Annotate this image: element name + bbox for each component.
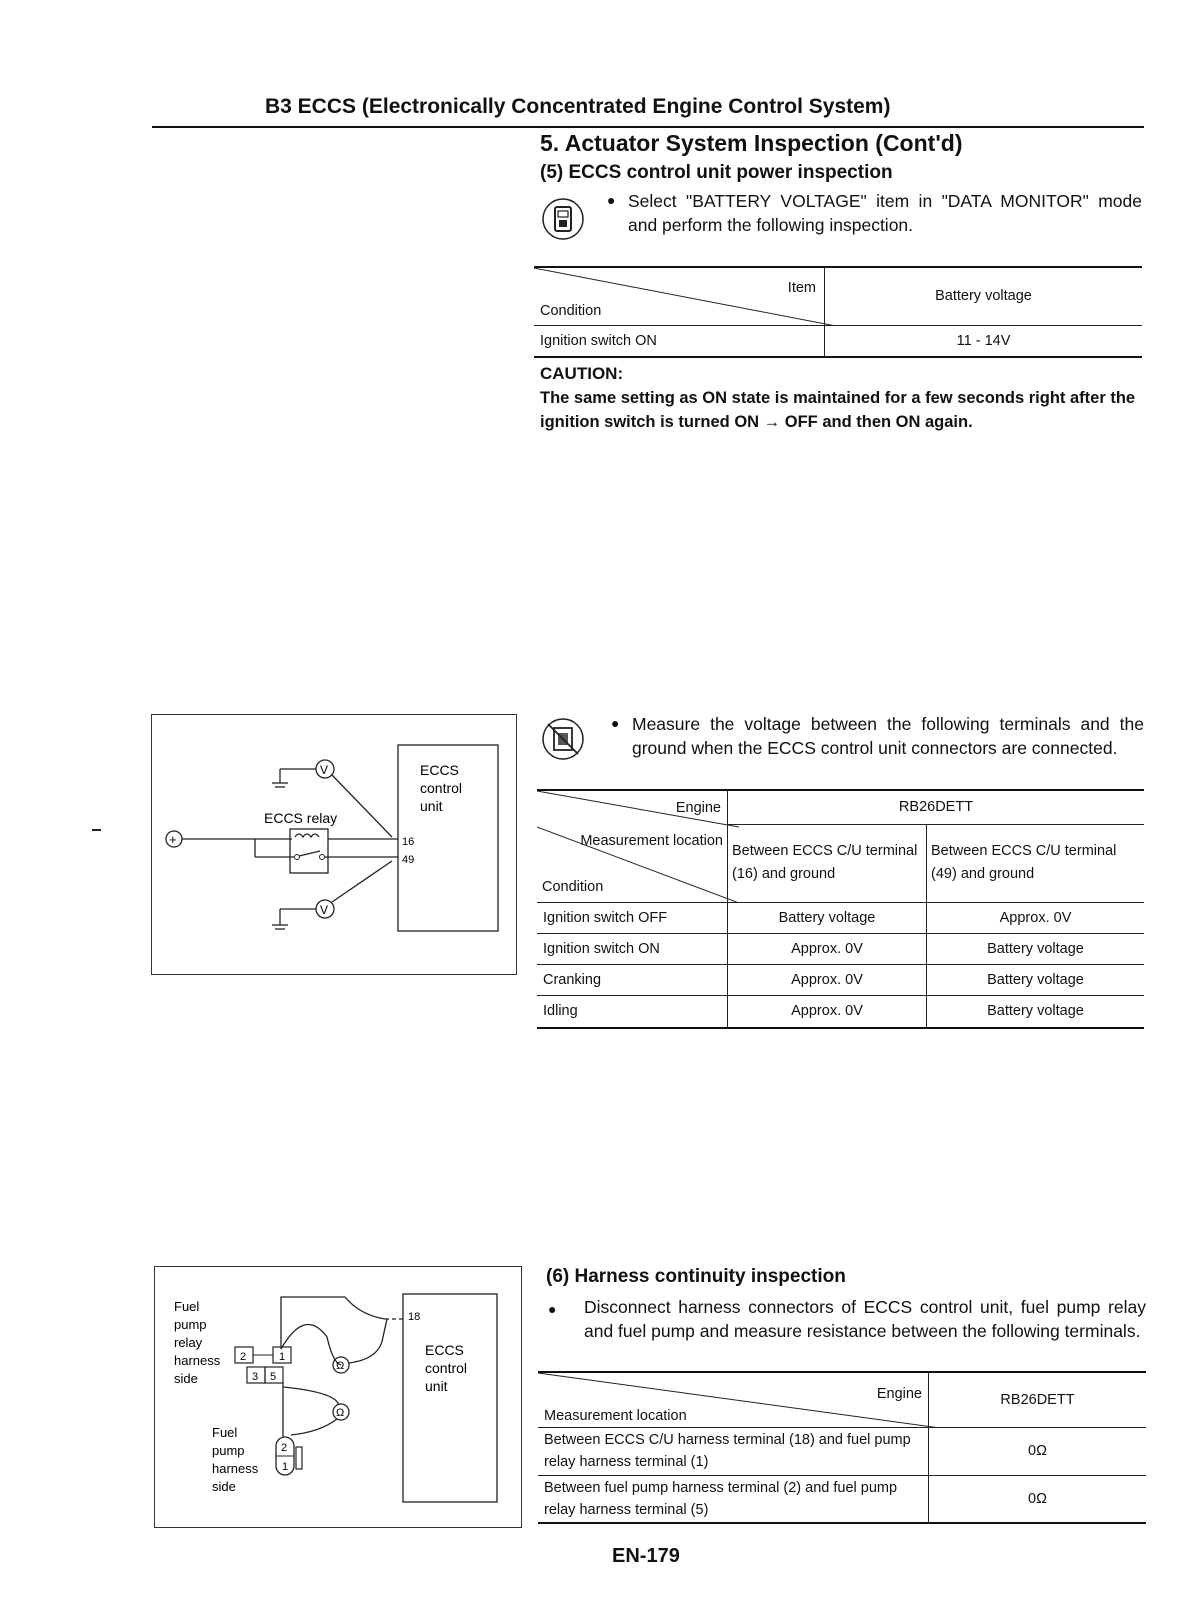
page-header-title: B3 ECCS (Electronically Concentrated Engine Control System): [265, 95, 891, 118]
meter-v-upper: V: [320, 763, 329, 777]
table3-engine-label: Engine: [876, 1386, 922, 1402]
fig2-relay-label-1: Fuel: [174, 1299, 200, 1314]
harness-continuity-table: [538, 1371, 1146, 1524]
caution-block: [540, 362, 1142, 434]
table2-row-condition: Idling: [537, 995, 728, 1028]
fig2-relay-label-3: relay: [174, 1335, 203, 1350]
table-row: [537, 933, 1144, 964]
plus-sign: +: [169, 832, 177, 847]
fig1-relay-label: ECCS relay: [264, 810, 338, 826]
table2-row-condition: Ignition switch OFF: [537, 902, 728, 933]
table2-header-diagonal-cell: [537, 790, 728, 902]
fig2-pump-label-2: pump: [212, 1443, 245, 1458]
pump-term-2: 2: [281, 1442, 288, 1454]
table2-condition-label: Condition: [542, 879, 604, 895]
table-row: [538, 1475, 1146, 1523]
subsection-5-title: (5) ECCS control unit power inspection: [540, 162, 893, 183]
subsection-6-title: (6) Harness continuity inspection: [546, 1266, 846, 1287]
table2-engine-label: Engine: [675, 800, 721, 816]
fig1-term-49: 49: [402, 854, 415, 866]
bullet-select-battery-voltage: Select "BATTERY VOLTAGE" item in "DATA MONITOR" mode and perform the following inspection.: [628, 191, 1142, 235]
table3-row-value: 0Ω: [929, 1427, 1147, 1475]
table2-row-condition: Ignition switch ON: [537, 933, 728, 964]
figure-eccs-relay-voltage: [151, 714, 517, 975]
fig2-relay-label-2: pump: [174, 1317, 207, 1332]
meter-ohm-lower: Ω: [336, 1407, 345, 1419]
header-rule: [152, 126, 1144, 128]
page-number: EN-179: [612, 1545, 680, 1567]
fig2-eccs-label-1: ECCS: [425, 1342, 464, 1358]
table1-row-condition: Ignition switch ON: [534, 325, 825, 357]
caution-heading: CAUTION:: [540, 364, 624, 383]
table2-col1-header: Between ECCS C/U terminal (16) and ground: [728, 824, 927, 902]
bullet-measure-voltage: Measure the voltage between the following terminals and the ground when the ECCS control unit connectors are connected.: [632, 714, 1144, 758]
table-row: [538, 1427, 1146, 1475]
table3-engine-value: RB26DETT: [929, 1372, 1147, 1427]
fig2-relay-label-5: side: [174, 1371, 198, 1386]
fig1-term-16: 16: [402, 836, 415, 848]
fig1-eccs-label-2: control: [420, 780, 463, 796]
table1-item-label: Item: [787, 280, 816, 296]
bullet-disconnect-harness: Disconnect harness connectors of ECCS control unit, fuel pump relay and fuel pump and measure resistance between the following terminals.: [584, 1297, 1146, 1341]
bullet-dot: ●: [611, 715, 620, 731]
caution-body: The same setting as ON state is maintained for a few seconds right after the ignition switch is turned ON → OFF and then ON again.: [540, 389, 1136, 431]
table3-row-location: Between fuel pump harness terminal (2) and fuel pump relay harness terminal (5): [538, 1475, 929, 1523]
connector-check-icon: [538, 716, 588, 762]
table3-row-location: Between ECCS C/U harness terminal (18) and fuel pump relay harness terminal (1): [538, 1427, 929, 1475]
table1-row-value: 11 - 14V: [825, 325, 1143, 357]
margin-mark: [92, 829, 101, 831]
fig1-eccs-label-1: ECCS: [420, 762, 459, 778]
table-row: [537, 964, 1144, 995]
relay-term-1: 1: [279, 1351, 286, 1363]
relay-term-2: 2: [240, 1351, 247, 1363]
meter-ohm-upper: Ω: [336, 1360, 345, 1372]
relay-circuit-diagram: [152, 715, 516, 974]
fig2-pump-label-4: side: [212, 1479, 236, 1494]
fig1-eccs-label-3: unit: [420, 798, 443, 814]
harness-circuit-diagram: [155, 1267, 521, 1527]
section-title: 5. Actuator System Inspection (Cont'd): [540, 130, 963, 156]
fig2-term-18: 18: [408, 1311, 421, 1323]
table2-row-v1: Battery voltage: [728, 902, 927, 933]
table2-row-v1: Approx. 0V: [728, 964, 927, 995]
table3-row-value: 0Ω: [929, 1475, 1147, 1523]
fig2-pump-label-1: Fuel: [212, 1425, 238, 1440]
table2-measurement-label: Measurement location: [580, 833, 723, 849]
table2-row-v2: Battery voltage: [927, 964, 1145, 995]
table1-battery-voltage-header: Battery voltage: [825, 267, 1143, 325]
terminal-voltage-table: [537, 789, 1144, 1029]
table-row: [537, 995, 1144, 1028]
figure-harness-continuity: [154, 1266, 522, 1528]
table2-row-v2: Battery voltage: [927, 995, 1145, 1028]
table3-measurement-label: Measurement location: [544, 1408, 687, 1424]
table2-engine-value: RB26DETT: [728, 790, 1145, 824]
table2-row-v2: Battery voltage: [927, 933, 1145, 964]
relay-term-3: 3: [252, 1371, 259, 1383]
table2-row-v2: Approx. 0V: [927, 902, 1145, 933]
table1-condition-label: Condition: [540, 303, 602, 319]
fig2-pump-label-3: harness: [212, 1461, 259, 1476]
table2-col2-header: Between ECCS C/U terminal (49) and ground: [927, 824, 1145, 902]
bullet-dot: ●: [548, 1301, 557, 1317]
table3-header-diagonal-cell: [538, 1372, 929, 1427]
fig2-relay-label-4: harness: [174, 1353, 221, 1368]
table-row: [537, 902, 1144, 933]
fig2-eccs-label-2: control: [425, 1360, 468, 1376]
table1-header-diagonal-cell: [534, 267, 825, 325]
meter-v-lower: V: [320, 903, 329, 917]
table2-row-condition: Cranking: [537, 964, 728, 995]
consult-tester-icon: [538, 196, 588, 242]
pump-term-1: 1: [282, 1461, 289, 1473]
table2-row-v1: Approx. 0V: [728, 933, 927, 964]
battery-voltage-table: [534, 266, 1142, 358]
table2-row-v1: Approx. 0V: [728, 995, 927, 1028]
fig2-eccs-label-3: unit: [425, 1378, 448, 1394]
relay-term-5: 5: [270, 1371, 277, 1383]
bullet-dot: ●: [607, 192, 616, 208]
